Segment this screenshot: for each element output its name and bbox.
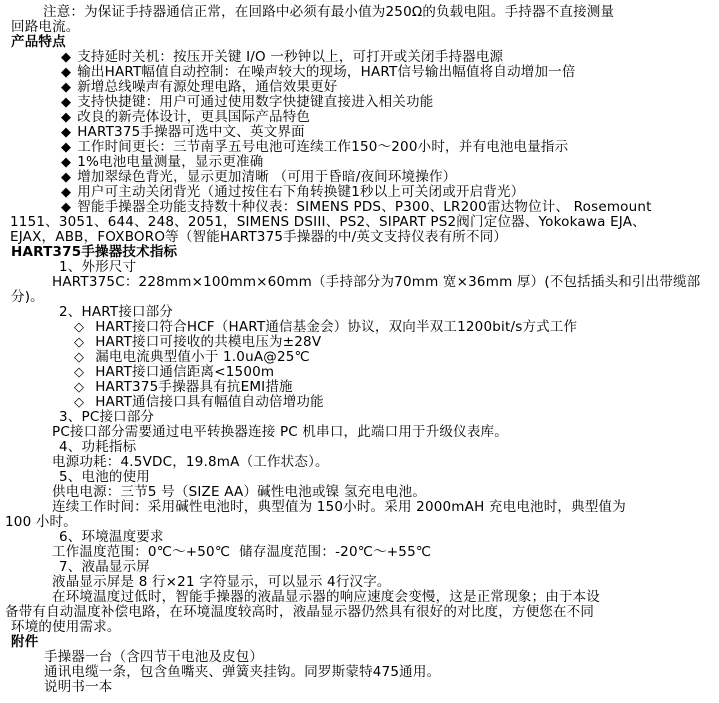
feature-item [61, 65, 719, 80]
feature-item [61, 50, 719, 65]
spec-paragraph: HART375C：228mm×100mm×60mm（手持部分为70mm 宽×36mm 厚）(不包括插头和引出带缆部 [52, 274, 701, 290]
line-text: HART接口通信距离<1500m [95, 364, 275, 380]
line-text: HART接口符合HCF（HART通信基金会）协议，双向半双工1200bit/s方式工作 [95, 319, 578, 335]
spec-paragraph: 电源功耗：4.5VDC，19.8mA（工作状态）。 [52, 454, 329, 470]
hollow-diamond-bullet-icon: ◇ [74, 365, 85, 380]
filled-diamond-bullet-icon: ◆ [61, 140, 72, 155]
accessories-heading: 附件 [11, 634, 39, 650]
filled-diamond-bullet-icon: ◆ [61, 155, 72, 170]
feature-item [61, 125, 719, 140]
line-text: HART通信接口具有幅值自动倍增功能 [95, 394, 324, 410]
spec-section-title: 4、功耗指标 [59, 439, 137, 455]
filled-diamond-bullet-icon: ◆ [61, 80, 72, 95]
line-text: 1%电池电量测量，显示更准确 [77, 154, 264, 170]
hollow-diamond-bullet-icon: ◇ [74, 395, 85, 410]
spec-paragraph: 液晶显示屏是 8 行×21 字符显示，可以显示 4行汉字。 [52, 574, 391, 590]
hollow-diamond-bullet-icon: ◇ [74, 335, 85, 350]
feature-item [61, 200, 719, 215]
notice-paragraph-line-1: 注意：为保证手持器通信正常，在回路中必须有最小值为250Ω的负载电阻。手持器不直接测量 [43, 4, 615, 20]
filled-diamond-bullet-icon: ◆ [61, 50, 72, 65]
tech-specs-heading: HART375手操器技术指标 [11, 244, 178, 260]
spec-item [74, 335, 719, 350]
spec-item [74, 320, 719, 335]
accessory-item: 说明书一本 [44, 679, 113, 695]
spec-paragraph-continuation: 100 小时。 [5, 514, 77, 530]
spec-paragraph: 工作温度范围：0℃～+50℃ 储存温度范围：-20℃～+55℃ [52, 544, 432, 560]
feature-item [61, 170, 719, 185]
line-text: 漏电电流典型值小于 1.0uA@25℃ [95, 349, 310, 365]
spec-item [74, 350, 719, 365]
filled-diamond-bullet-icon: ◆ [61, 95, 72, 110]
feature-item [61, 80, 719, 95]
spec-item [74, 395, 719, 410]
spec-paragraph-continuation: 分)。 [11, 289, 44, 305]
feature-item [61, 185, 719, 200]
features-heading: 产品特点 [11, 34, 66, 50]
line-text: 新增总线噪声有源处理电路，通信效果更好 [77, 79, 338, 95]
line-text: 工作时间更长：三节南孚五号电池可连续工作150～200小时，并有电池电量指示 [77, 139, 569, 155]
spec-paragraph: PC接口部分需要通过电平转换器连接 PC 机串口，此端口用于升级仪表库。 [52, 424, 508, 440]
spec-item [74, 380, 719, 395]
hollow-diamond-bullet-icon: ◇ [74, 320, 85, 335]
accessory-item: 通讯电缆一条，包含鱼嘴夹、弹簧夹挂钩。同罗斯蒙特475通用。 [44, 664, 441, 680]
line-text: HART375手操器可选中文、英文界面 [77, 124, 305, 140]
line-text: 智能手操器全功能支持数十种仪表：SIMENS PDS、P300、LR200雷达物位计、 Rosemount [77, 199, 652, 215]
filled-diamond-bullet-icon: ◆ [61, 125, 72, 140]
filled-diamond-bullet-icon: ◆ [61, 170, 72, 185]
filled-diamond-bullet-icon: ◆ [61, 110, 72, 125]
feature-item [61, 95, 719, 110]
accessory-item: 手操器一台（含四节干电池及皮包） [44, 649, 264, 665]
spec-paragraph-continuation: 备带有自动温度补偿电路，在环境温度较高时，液晶显示器仍然具有很好的对比度，方便您在不同 [5, 604, 595, 620]
hollow-diamond-bullet-icon: ◇ [74, 380, 85, 395]
line-text: HART接口可接收的共模电压为±28V [95, 334, 322, 350]
spec-item [74, 365, 719, 380]
filled-diamond-bullet-icon: ◆ [61, 200, 72, 215]
hollow-diamond-bullet-icon: ◇ [74, 350, 85, 365]
feature-item [61, 155, 719, 170]
spec-section-title: 2、HART接口部分 [59, 304, 174, 320]
line-text: 支持延时关机：按压开关键 I/O 一秒钟以上，可打开或关闭手持器电源 [77, 49, 504, 65]
filled-diamond-bullet-icon: ◆ [61, 65, 72, 80]
spec-paragraph-continuation: 环境的使用需求。 [11, 619, 121, 635]
line-text: 增加翠绿色背光，显示更加清晰 （可用于昏暗/夜间环境操作） [77, 169, 457, 185]
spec-paragraph: 在环境温度过低时，智能手操器的液晶显示器的响应速度会变慢，这是正常现象；由于本设 [52, 589, 600, 605]
feature-item-continuation: 1151、3051、644、248、2051，SIMENS DSIII、PS2、SIPART PS2阀门定位器、Yokokawa EJA、 [10, 214, 646, 230]
feature-item [61, 110, 719, 125]
feature-item-continuation: EJAX，ABB，FOXBORO等（智能HART375手操器的中/英文支持仪表有所不同） [10, 229, 508, 245]
spec-paragraph: 连续工作时间：采用碱性电池时，典型值为 150小时。采用 2000mAH 充电电池时，典型值为 [52, 499, 626, 515]
line-text: 支持快捷键：用户可通过使用数字快捷键直接进入相关功能 [77, 94, 434, 110]
spec-section-title: 1、外形尺寸 [59, 259, 137, 275]
document-body [0, 5, 719, 695]
spec-section-title: 5、电池的使用 [59, 469, 150, 485]
spec-section-title: 6、环境温度要求 [59, 529, 164, 545]
spec-section-title: 7、液晶显示屏 [59, 559, 150, 575]
notice-paragraph-line-2: 回路电流。 [11, 19, 80, 35]
line-text: HART375手操器具有抗EMI措施 [95, 379, 293, 395]
feature-item [61, 140, 719, 155]
line-text: 输出HART幅值自动控制：在噪声较大的现场，HART信号输出幅值将自动增加一倍 [77, 64, 576, 80]
line-text: 用户可主动关闭背光（通过按住右下角转换键1秒以上可关闭或开启背光） [77, 184, 525, 200]
spec-paragraph: 供电电源：三节5 号（SIZE AA）碱性电池或镍 氢充电电池。 [52, 484, 427, 500]
line-text: 改良的新壳体设计，更具国际产品特色 [77, 109, 311, 125]
filled-diamond-bullet-icon: ◆ [61, 185, 72, 200]
spec-section-title: 3、PC接口部分 [59, 409, 155, 425]
